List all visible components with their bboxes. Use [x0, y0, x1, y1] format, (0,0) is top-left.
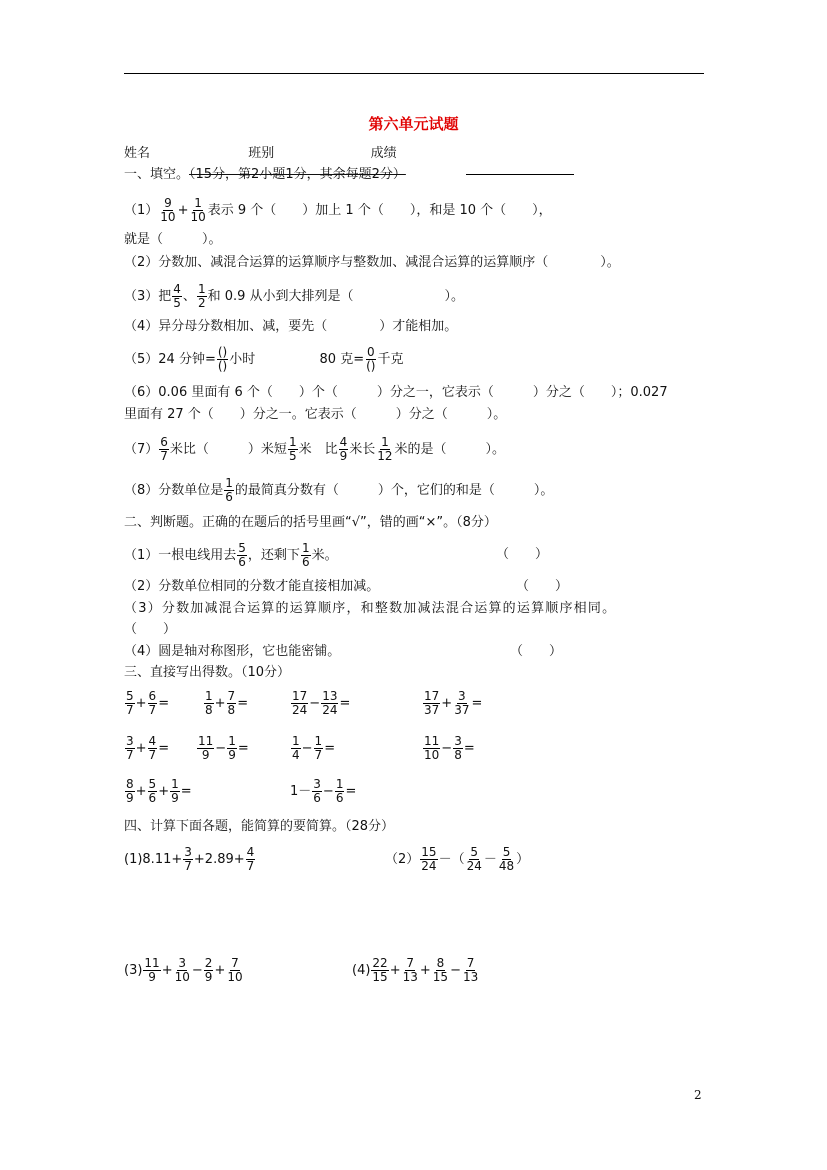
s1-q4: （4）异分母分数相加、减，要先（ ）才能相加。 [124, 319, 458, 334]
section2-title: 二、判断题。正确的在题后的括号里画“√”，错的画“×”。（8分） [124, 515, 497, 530]
section3-title: 三、直接写出得数。（10分） [124, 665, 291, 680]
fraction: $\frac{1}{12}$ [377, 435, 393, 463]
page-number: 2 [694, 1088, 702, 1102]
mental-math-item: $\frac{1}{8}$ + $\frac{7}{8}$ = [205, 689, 249, 717]
mental-math-item: $\frac{17}{37}$ + $\frac{3}{37}$ = [424, 689, 483, 717]
s4-problem-1: (1)8.11+ $\frac{3}{7}$ +2.89+ $\frac{4}{7}$ [124, 845, 255, 873]
s1-q8: （8）分数单位是 $\frac{1}{6}$ 的最简真分数有（ ）个，它们的和是（ ）。 [124, 476, 554, 504]
fraction: () () [217, 345, 228, 373]
s1-q2: （2）分数加、减混合运算的运算顺序与整数加、减混合运算的运算顺序（ ）。 [124, 255, 620, 270]
top-rule [124, 73, 704, 74]
fraction: 0 () [366, 345, 376, 373]
mental-math-item: $\frac{3}{7}$ + $\frac{4}{7}$ = [126, 734, 170, 762]
fraction: $\frac{1}{10}$ [190, 196, 206, 224]
s2-q1: （1）一根电线用去 $\frac{5}{6}$ ，还剩下 $\frac{1}{6}$ 米。 [124, 541, 338, 569]
s1-q7: （7） $\frac{6}{7}$ 米比（ ）米短 $\frac{1}{5}$ 米 比 $\frac{4}{9}$ 米长 $\frac{1}{12}$ 米的是（ ）。 [124, 435, 506, 463]
fraction: $\frac{1}{5}$ [288, 435, 297, 463]
s1-q6: （6）0.06 里面有 6 个（ ）个（ ）分之一，它表示（ ）分之（ ）；0.027 [124, 385, 668, 400]
fraction: $\frac{4}{9}$ [339, 435, 348, 463]
mental-math-item: $\frac{5}{7}$ + $\frac{6}{7}$ = [126, 689, 170, 717]
s2-q1-answer-paren[interactable]: （ ） [496, 547, 549, 562]
s4-problem-2: （2） $\frac{15}{24}$ －（ $\frac{5}{24}$ － $\frac{5}{48}$ ） [385, 845, 530, 873]
mental-math-item: $\frac{17}{24}$ − $\frac{13}{24}$ = [292, 689, 351, 717]
fraction: $\frac{4}{5}$ [173, 282, 181, 310]
fraction: $\frac{6}{7}$ [160, 435, 168, 463]
s1-q5: （5）24 分钟= () () 小时 80 克= 0 () 千克 [124, 345, 404, 373]
s2-q2: （2）分数单位相同的分数才能直接相加减。 [124, 579, 380, 594]
s4-problem-3: (3) $\frac{11}{9}$ + $\frac{3}{10}$ − $\frac{2}{9}$ + $\frac{7}{10}$ [124, 956, 243, 984]
s1-q1: （1） $\frac{9}{10}$ + $\frac{1}{10}$ 表示 9 个（ ）加上 1 个（ ），和是 10 个（ ）， [124, 196, 552, 224]
page-title: 第六单元试题 [368, 115, 459, 133]
s2-q3: （3）分数加减混合运算的运算顺序，和整数加减法混合运算的运算顺序相同。 [124, 601, 617, 616]
fraction: $\frac{1}{6}$ [301, 541, 310, 569]
fraction: $\frac{5}{6}$ [238, 541, 246, 569]
fraction: $\frac{1}{2}$ [197, 282, 206, 310]
section4-title: 四、计算下面各题，能简算的要简算。（28分） [124, 819, 395, 834]
section1-title: 一、填空。（15分，第2小题1分，其余每题2分） [124, 165, 574, 185]
s2-q4-answer-paren[interactable]: （ ） [510, 644, 563, 659]
section1-blank-line [466, 174, 574, 175]
student-info-row [124, 144, 397, 164]
s2-q4: （4）圆是轴对称图形，它也能密铺。 [124, 644, 341, 659]
s1-q3: （3）把 $\frac{4}{5}$ 、 $\frac{1}{2}$ 和 0.9 从小到大排列是（ ）。 [124, 282, 465, 310]
s2-q3-answer-paren[interactable]: （ ） [124, 622, 177, 637]
s1-q1-cont: 就是（ ）。 [124, 232, 222, 247]
mental-math-item: 1－ $\frac{3}{6}$ − $\frac{1}{6}$ = [290, 777, 357, 805]
mental-math-item: $\frac{1}{4}$ − $\frac{1}{7}$ = [292, 734, 336, 762]
mental-math-item: $\frac{8}{9}$ + $\frac{5}{6}$ + $\frac{1}{9}$ = [126, 777, 192, 805]
fraction: $\frac{1}{6}$ [225, 476, 233, 504]
fraction: $\frac{9}{10}$ [160, 196, 176, 224]
score-label: 成绩 [370, 146, 397, 161]
s4-problem-4: (4) $\frac{22}{15}$ + $\frac{7}{13}$ + $\frac{8}{15}$ − $\frac{7}{13}$ [352, 956, 479, 984]
section1-points-note: （15分，第2小题1分，其余每题2分） [189, 167, 406, 182]
s1-q6-cont: 里面有 27 个（ ）分之一。它表示（ ）分之（ ）。 [124, 407, 507, 422]
mental-math-item: $\frac{11}{9}$ − $\frac{1}{9}$ = [198, 734, 249, 762]
class-label: 班别 [248, 146, 275, 161]
s2-q2-answer-paren[interactable]: （ ） [516, 579, 569, 594]
mental-math-item: $\frac{11}{10}$ − $\frac{3}{8}$ = [424, 734, 475, 762]
name-label: 姓名 [124, 146, 151, 161]
